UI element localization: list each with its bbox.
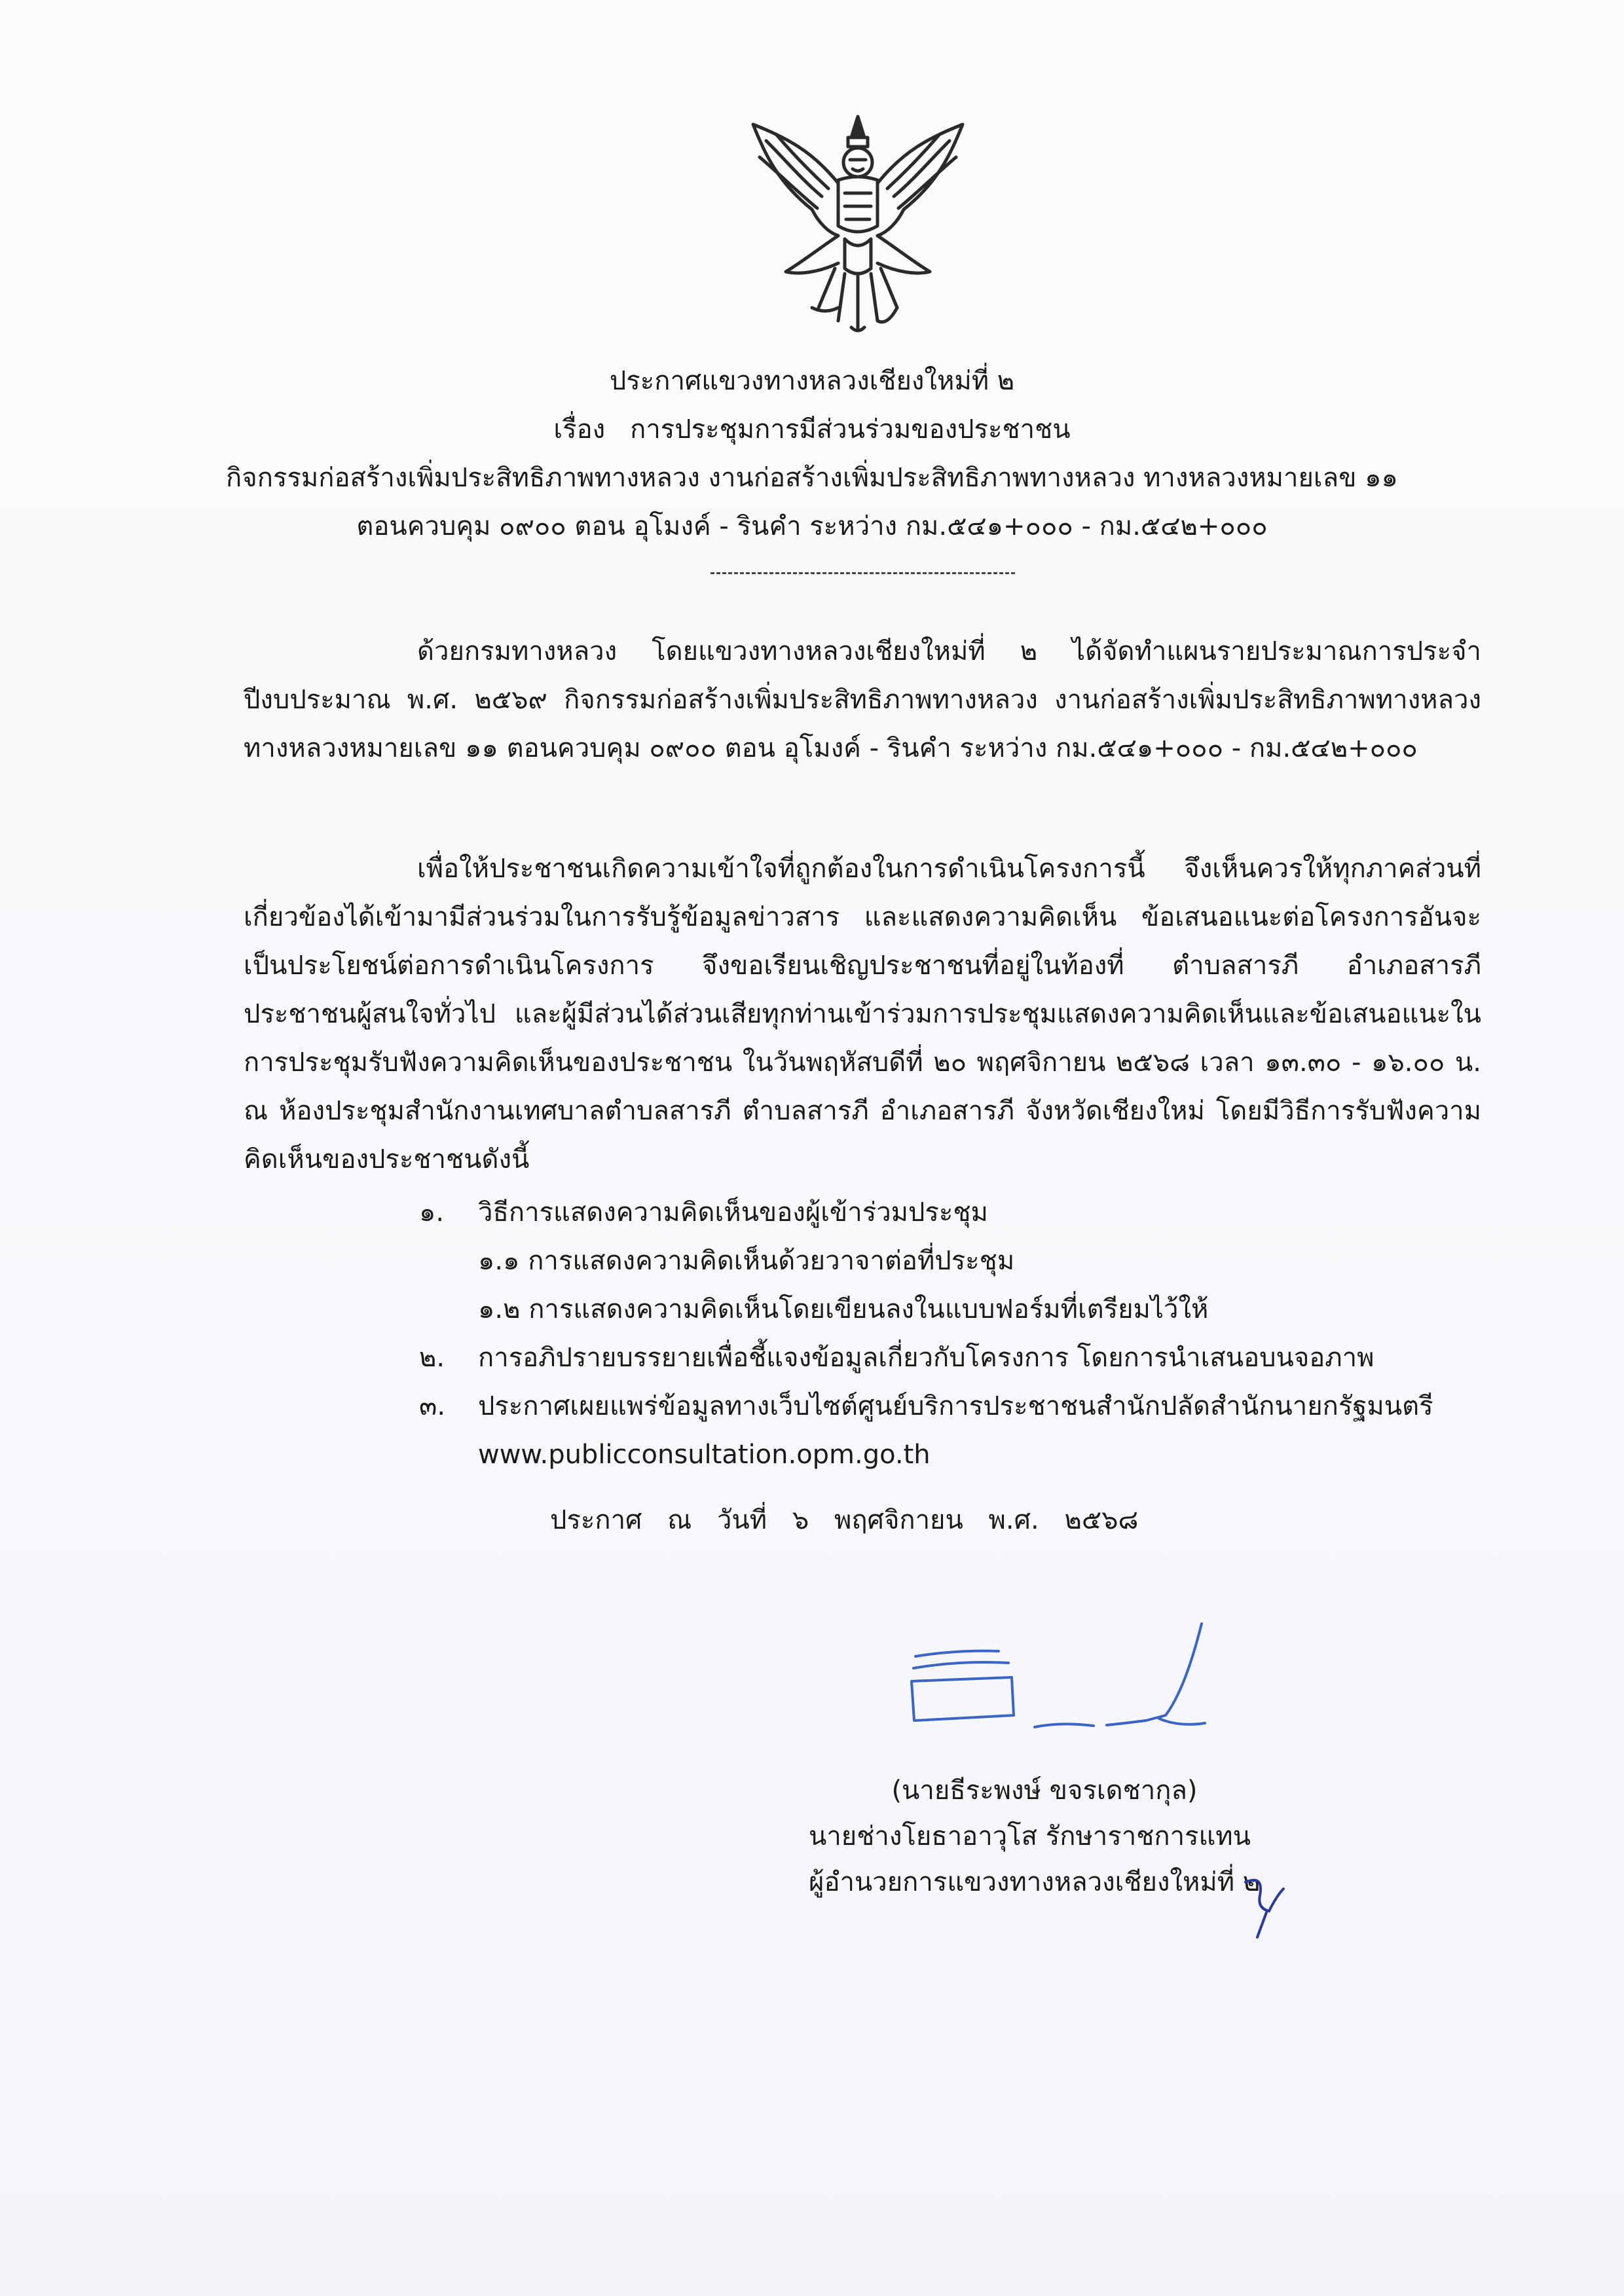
body-paragraph-1 (244, 627, 1481, 773)
list-item (419, 1382, 1500, 1430)
signatory-name: (นายธีระพงษ์ ขจรเดชากุล) (891, 1776, 1198, 1806)
header-divider (710, 572, 1015, 574)
list-number: ๓. (419, 1391, 446, 1421)
list-subitem: ๑.๒ การแสดงความคิดเห็นโดยเขียนลงในแบบฟอร์มที่เตรียมไว้ให้ (478, 1294, 1209, 1324)
document-header (196, 357, 1428, 551)
list-item (419, 1188, 1500, 1237)
garuda-emblem (740, 111, 976, 340)
methods-list (419, 1188, 1500, 1479)
handwritten-signature (897, 1611, 1264, 1768)
announcement-title: ประกาศแขวงทางหลวงเชียงใหม่ที่ ๒ (609, 366, 1015, 396)
list-text: ประกาศเผยแพร่ข้อมูลทางเว็บไซต์ศูนย์บริการประชาชนสำนักปลัดสำนักนายกรัฐมนตรี (478, 1391, 1433, 1421)
signatory-office: ผู้อำนวยการแขวงทางหลวงเชียงใหม่ที่ ๒ (809, 1867, 1261, 1897)
project-line: กิจกรรมก่อสร้างเพิ่มประสิทธิภาพทางหลวง งานก่อสร้างเพิ่มประสิทธิภาพทางหลวง ทางหลวงหมายเลข ๑๑ (226, 463, 1398, 493)
website-url[interactable]: www.publicconsultation.opm.go.th (478, 1440, 931, 1470)
paragraph-1-text: ด้วยกรมทางหลวง โดยแขวงทางหลวงเชียงใหม่ที่ ๒ ได้จัดทำแผนรายประมาณการประจำปีงบประมาณ พ.ศ. ๒๕๖๙ กิจกรรมก่อสร้างเพิ่มประสิทธิภาพทางหลวง งานก่อสร้างเพิ่มประสิทธิภาพทางหลวง ทางหลวงหมายเลข ๑๑ ตอนควบคุม ๐๙๐๐ ตอน อุโมงค์ - รินคำ ระหว่าง กม.๕๔๑+๐๐๐ - กม.๕๔๒+๐๐๐ (244, 636, 1481, 763)
list-text: วิธีการแสดงความคิดเห็นของผู้เข้าร่วมประชุม (478, 1197, 988, 1228)
announcement-date: ประกาศ ณ วันที่ ๖ พฤศจิกายน พ.ศ. ๒๕๖๘ (550, 1505, 1139, 1535)
list-item (419, 1334, 1500, 1382)
list-number: ๑. (419, 1197, 445, 1228)
handwritten-initial (1238, 1869, 1290, 1941)
list-subitem: ๑.๑ การแสดงความคิดเห็นด้วยวาจาต่อที่ประชุม (478, 1246, 1015, 1276)
list-number: ๒. (419, 1343, 445, 1373)
subject-line (196, 405, 1428, 454)
paragraph-2-text: เพื่อให้ประชาชนเกิดความเข้าใจที่ถูกต้องในการดำเนินโครงการนี้ จึงเห็นควรให้ทุกภาคส่วนที่เกี่ยวข้องได้เข้ามามีส่วนร่วมในการรับรู้ข้อมูลข่าวสาร และแสดงความคิดเห็น ข้อเสนอแนะต่อโครงการอันจะเป็นประโยชน์ต่อการดำเนินโครงการ จึงขอเรียนเชิญประชาชนที่อยู่ในท้องที่ ตำบลสารภี อำเภอสารภี ประชาชนผู้สนใจทั่วไป และผู้มีส่วนได้ส่วนเสียทุกท่านเข้าร่วมการประชุมแสดงความคิดเห็นและข้อเสนอแนะในการประชุมรับฟังความคิดเห็นของประชาชน ในวันพฤหัสบดีที่ ๒๐ พฤศจิกายน ๒๕๖๘ เวลา ๑๓.๓๐ - ๑๖.๐๐ น. ณ ห้องประชุมสำนักงานเทศบาลตำบลสารภี ตำบลสารภี อำเภอสารภี จังหวัดเชียงใหม่ โดยมีวิธีการรับฟังความคิดเห็นของประชาชนดังนี้ (244, 854, 1481, 1175)
section-line: ตอนควบคุม ๐๙๐๐ ตอน อุโมงค์ - รินคำ ระหว่าง กม.๕๔๑+๐๐๐ - กม.๕๔๒+๐๐๐ (356, 511, 1268, 541)
signatory-title: นายช่างโยธาอาวุโส รักษาราชการแทน (809, 1821, 1251, 1851)
subject-text: การประชุมการมีส่วนร่วมของประชาชน (630, 414, 1071, 445)
list-text: การอภิปรายบรรยายเพื่อชี้แจงข้อมูลเกี่ยวกับโครงการ โดยการนำเสนอบนจอภาพ (478, 1343, 1375, 1373)
subject-label: เรื่อง (553, 414, 606, 445)
body-paragraph-2 (244, 845, 1481, 1184)
